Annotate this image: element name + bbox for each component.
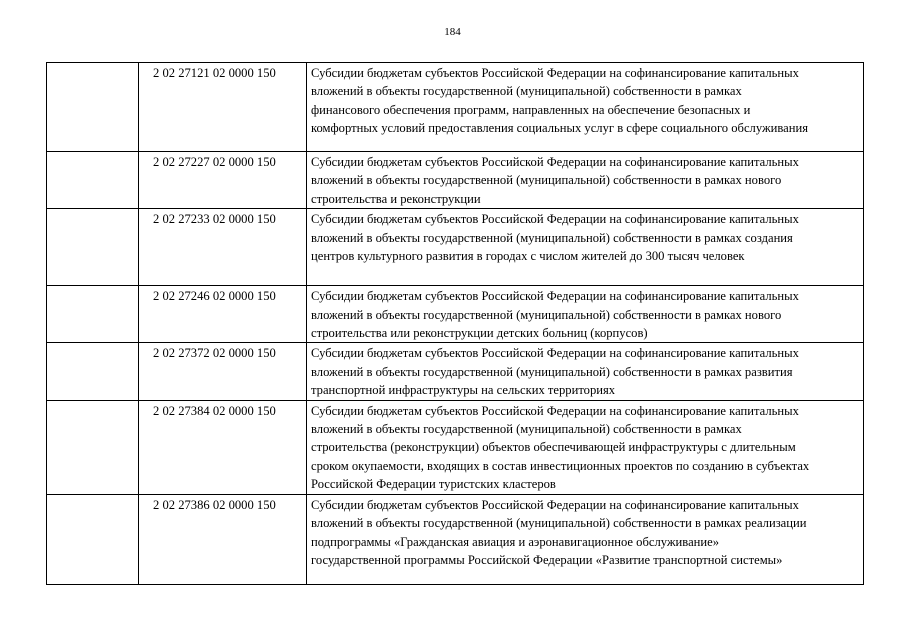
description-line: вложений в объекты государственной (муниципальной) собственности в рамках (311, 84, 742, 99)
description-line: вложений в объекты государственной (муниципальной) собственности в рамках нового (311, 307, 782, 322)
description-line: Субсидии бюджетам субъектов Российской Федерации на софинансирование капитальных (311, 346, 799, 361)
revenue-code-cell: 2 02 27227 02 0000 150 (139, 152, 307, 209)
admin-code-cell (47, 494, 139, 584)
table-row (47, 209, 864, 286)
admin-code-cell (47, 209, 139, 286)
description-line: Субсидии бюджетам субъектов Российской Федерации на софинансирование капитальных (311, 289, 799, 304)
description-line: Субсидии бюджетам субъектов Российской Федерации на софинансирование капитальных (311, 66, 799, 80)
description-line: финансового обеспечения программ, направленных на обеспечение безопасных и (311, 102, 751, 117)
description-line: вложений в объекты государственной (муниципальной) собственности в рамках реализации (311, 516, 807, 531)
table-row (47, 494, 864, 584)
description-line: вложений в объекты государственной (муниципальной) собственности в рамках развития (311, 364, 793, 379)
description-line: вложений в объекты государственной (муниципальной) собственности в рамках (311, 422, 742, 437)
admin-code-cell (47, 152, 139, 209)
table-row (47, 343, 864, 400)
description-line: вложений в объекты государственной (муниципальной) собственности в рамках создания (311, 230, 793, 245)
revenue-code-cell: 2 02 27233 02 0000 150 (139, 209, 307, 286)
description-cell (307, 63, 864, 152)
description-line: Субсидии бюджетам субъектов Российской Федерации на софинансирование капитальных (311, 155, 799, 169)
page-number: 184 (444, 26, 461, 38)
revenue-code-cell: 2 02 27372 02 0000 150 (139, 343, 307, 400)
admin-code-cell (47, 400, 139, 494)
description-line: вложений в объекты государственной (муниципальной) собственности в рамках нового (311, 173, 782, 188)
revenue-code-cell: 2 02 27384 02 0000 150 (139, 400, 307, 494)
description-line: строительства (реконструкции) объектов обеспечивающей инфраструктуры с длительным (311, 440, 796, 455)
table-row (47, 63, 864, 152)
description-line: транспортной инфраструктуры на сельских территориях (311, 383, 616, 398)
description-cell (307, 343, 864, 400)
admin-code-cell (47, 63, 139, 152)
description-line: Субсидии бюджетам субъектов Российской Федерации на софинансирование капитальных (311, 212, 799, 227)
table-row (47, 286, 864, 343)
revenue-code-cell: 2 02 27246 02 0000 150 (139, 286, 307, 343)
description-line: сроком окупаемости, входящих в состав инвестиционных проектов по созданию в субъектах (311, 458, 810, 473)
description-cell (307, 209, 864, 286)
description-line: центров культурного развития в городах с числом жителей до 300 тысяч человек (311, 249, 745, 264)
description-line: государственной программы Российской Федерации «Развитие транспортной системы» (311, 552, 783, 567)
description-line: комфортных условий предоставления социальных услуг в сфере социального обслуживания (311, 121, 809, 136)
description-line: строительства и реконструкции (311, 191, 481, 206)
table-row (47, 152, 864, 209)
revenue-codes-table (46, 62, 864, 585)
table-row (47, 400, 864, 494)
description-line: Субсидии бюджетам субъектов Российской Федерации на софинансирование капитальных (311, 403, 799, 418)
admin-code-cell (47, 286, 139, 343)
description-cell (307, 286, 864, 343)
description-line: строительства или реконструкции детских больниц (корпусов) (311, 326, 648, 341)
description-cell (307, 494, 864, 584)
description-cell (307, 400, 864, 494)
admin-code-cell (47, 343, 139, 400)
description-cell (307, 152, 864, 209)
description-line: Субсидии бюджетам субъектов Российской Федерации на софинансирование капитальных (311, 497, 799, 512)
description-line: подпрограммы «Гражданская авиация и аэронавигационное обслуживание» (311, 534, 720, 549)
revenue-code-cell: 2 02 27121 02 0000 150 (139, 63, 307, 152)
description-line: Российской Федерации туристских кластеров (311, 477, 556, 492)
revenue-code-cell: 2 02 27386 02 0000 150 (139, 494, 307, 584)
